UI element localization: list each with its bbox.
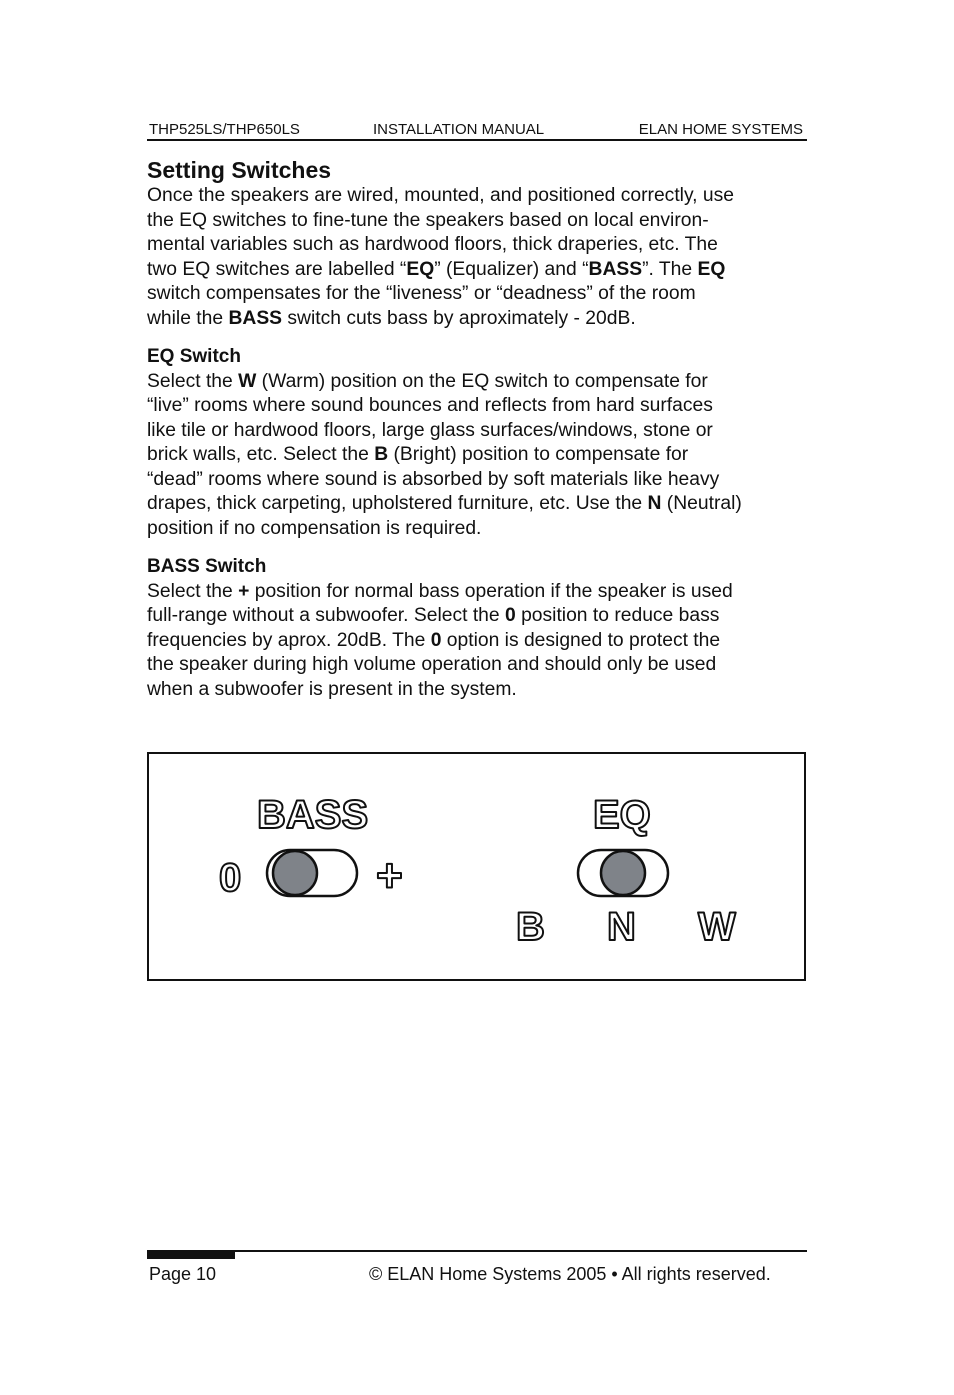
text: switch cuts bass by aproximately - 20dB. (282, 307, 636, 329)
bold-term: 0 (504, 605, 516, 626)
text: ”. The (642, 258, 698, 280)
footer-tab-mark (147, 1250, 235, 1259)
eq-line (147, 370, 811, 395)
bass-switch-title: BASS Switch (147, 556, 267, 577)
bass-line: when a subwoofer is present in the system. (147, 678, 517, 700)
spacer (147, 541, 811, 555)
bass-line (147, 629, 811, 654)
spacer (147, 331, 811, 345)
eq-line (147, 492, 811, 517)
bold-term: W (238, 370, 257, 392)
eq-line: like tile or hardwood floors, large glass surfaces/windows, stone or (147, 419, 713, 441)
bass-plus-label: + (376, 849, 403, 901)
intro-line: the EQ switches to fine-tune the speakers based on local environ- (147, 209, 709, 231)
bold-term: N (647, 493, 662, 514)
text: frequencies by aprox. 20dB. The (147, 629, 431, 651)
eq-b-label: B (516, 905, 545, 949)
text: (Neutral) (661, 493, 742, 514)
bass-switch-knob (273, 851, 317, 895)
text: Select the (147, 370, 239, 392)
bold-term: BASS (588, 258, 643, 280)
bold-term: BASS (228, 307, 283, 329)
bold-term: EQ (406, 258, 435, 280)
eq-n-label: N (607, 905, 636, 949)
header-model: THP525LS/THP650LS (149, 121, 300, 138)
bass-zero-label: 0 (219, 856, 242, 900)
text: Select the (147, 580, 239, 602)
text: position to reduce bass (515, 605, 720, 626)
switch-diagram-svg (149, 754, 804, 979)
intro-line (147, 258, 811, 283)
bold-term: EQ (697, 258, 726, 280)
eq-line: “live” rooms where sound bounces and reflects from hard surfaces (147, 395, 713, 416)
header-brand: ELAN HOME SYSTEMS (638, 121, 803, 138)
bass-label: BASS (257, 793, 369, 837)
intro-line (147, 307, 811, 332)
text: drapes, thick carpeting, upholstered furniture, etc. Use the (147, 493, 648, 514)
bold-term: 0 (430, 629, 442, 651)
section-title: Setting Switches (147, 157, 332, 183)
eq-line: position if no compensation is required. (147, 517, 482, 539)
footer-rule (147, 1250, 807, 1252)
intro-paragraph (147, 184, 811, 331)
text: two EQ switches are labelled “ (147, 258, 407, 280)
copyright: © ELAN Home Systems 2005 • All rights reserved. (369, 1264, 771, 1284)
eq-line (147, 443, 811, 468)
eq-switch-knob (601, 851, 645, 895)
bass-switch-paragraph (147, 580, 811, 703)
eq-label: EQ (593, 793, 651, 837)
eq-switch-toggle (578, 850, 668, 896)
page-number: Page 10 (149, 1264, 217, 1284)
header-document-title: INSTALLATION MANUAL (373, 121, 545, 138)
bass-line: the speaker during high volume operation and should only be used (147, 654, 717, 675)
text: while the (147, 307, 229, 329)
text: ” (Equalizer) and “ (434, 258, 589, 280)
bass-switch-toggle (267, 850, 357, 896)
switch-diagram (147, 752, 806, 981)
main-content (147, 156, 811, 702)
text: option is designed to protect the (441, 629, 721, 651)
intro-line: mental variables such as hardwood floors, thick draperies, etc. The (147, 234, 718, 255)
eq-w-label: W (698, 905, 736, 949)
text: full-range without a subwoofer. Select the (147, 605, 505, 626)
text: (Warm) position on the EQ switch to compensate for (256, 370, 708, 392)
text: position for normal bass operation if the speaker is used (249, 580, 733, 602)
bold-term: + (238, 580, 250, 602)
intro-line: switch compensates for the “liveness” or “deadness” of the room (147, 283, 696, 304)
bass-line (147, 580, 811, 605)
bold-term: B (374, 444, 389, 465)
intro-line: Once the speakers are wired, mounted, and positioned correctly, use (147, 185, 734, 206)
eq-line: “dead” rooms where sound is absorbed by soft materials like heavy (147, 468, 720, 490)
eq-switch-title: EQ Switch (147, 346, 241, 367)
eq-switch-paragraph (147, 370, 811, 542)
text: brick walls, etc. Select the (147, 444, 375, 465)
text: (Bright) position to compensate for (388, 444, 689, 465)
bass-line (147, 604, 811, 629)
running-header (147, 119, 807, 141)
